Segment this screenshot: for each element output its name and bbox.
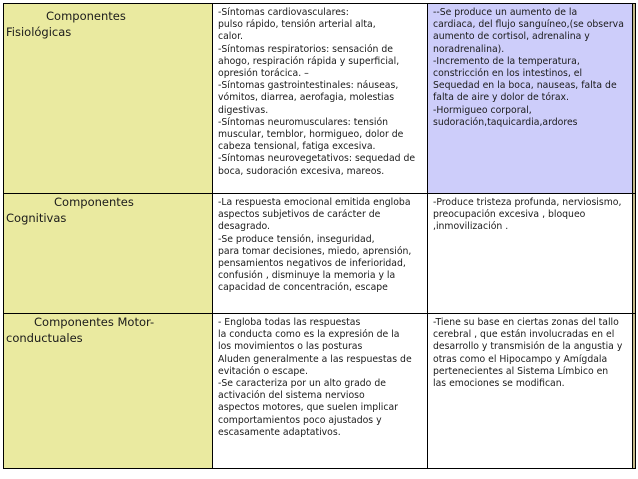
middle-cell: [213, 314, 428, 469]
table-row: [4, 4, 636, 194]
text-line: -Hormigueo corporal,: [433, 104, 532, 116]
text-line: opresión torácica. –: [218, 68, 309, 80]
right-text: [428, 314, 632, 392]
right-text: [428, 4, 632, 131]
text-line: cabeza tensional, fatiga excesiva.: [218, 141, 376, 153]
components-table: [3, 3, 636, 469]
text-line: -La respuesta emocional emitida engloba: [218, 197, 411, 208]
row-label-line1: Componentes: [54, 195, 134, 209]
text-line: capacidad de concentración, escape: [218, 282, 388, 294]
text-line: para tomar decisiones, miedo, aprensión,: [218, 245, 412, 257]
text-line: desarrollo y transmisión de la angustia y: [433, 341, 623, 353]
text-line: constricción en los intestinos, el: [433, 68, 583, 80]
right-cell: [428, 194, 633, 314]
edge-column: [633, 314, 636, 469]
label-cell: [4, 4, 213, 194]
text-line: digestivas.: [218, 104, 269, 116]
middle-text: [213, 314, 427, 441]
row-label-line2: conductuales: [6, 331, 83, 345]
label-cell: [4, 194, 213, 314]
label-cell: [4, 314, 213, 469]
text-line: desagrado.: [218, 221, 270, 233]
row-label-line2: Fisiológicas: [6, 25, 72, 39]
text-line: la conducta como es la expresión de la: [218, 329, 400, 341]
text-line: --Se produce un aumento de la: [433, 7, 578, 18]
text-line: -Síntomas neurovegetativos: sequedad de: [218, 153, 416, 165]
text-line: -Se caracteriza por un alto grado de: [218, 378, 386, 390]
text-line: - Engloba todas las respuestas: [218, 317, 361, 328]
right-text: [428, 194, 632, 236]
text-line: aspectos subjetivos de carácter de: [218, 209, 381, 221]
text-line: muscular, temblor, hormigueo, dolor de: [218, 129, 404, 141]
row-label-line1: Componentes Motor-: [34, 315, 155, 329]
text-line: noradrenalina).: [433, 43, 505, 55]
text-line: -Síntomas cardiovasculares:: [218, 7, 349, 18]
text-line: ahogo, respiración rápida y superficial,: [218, 55, 400, 67]
text-line: pulso rápido, tensión arterial alta,: [218, 19, 376, 31]
text-line: Sequedad en la boca, nauseas, falta de: [433, 80, 617, 92]
text-line: activación del sistema nervioso: [218, 390, 365, 402]
table-row: [4, 314, 636, 469]
text-line: boca, sudoración excesiva, mareos.: [218, 165, 385, 177]
text-line: aspectos motores, que suelen implicar: [218, 402, 398, 414]
row-label-line1: Componentes: [46, 9, 126, 23]
text-line: -Incremento de la temperatura,: [433, 55, 580, 67]
text-line: -Produce tristeza profunda, nerviosismo,: [433, 197, 622, 208]
text-line: -Tiene su base en ciertas zonas del tallo: [433, 317, 619, 328]
text-line: cerebral , que están involucradas en el: [433, 329, 615, 341]
text-line: pertenecientes al Sistema Límbico en: [433, 365, 609, 377]
middle-text: [213, 194, 427, 297]
text-line: los movimientos o las posturas: [218, 341, 363, 353]
text-line: calor.: [218, 31, 244, 43]
text-line: falta de aire y dolor de tórax.: [433, 92, 569, 104]
edge-column: [633, 194, 636, 314]
text-line: pensamientos negativos de inferioridad,: [218, 258, 406, 270]
text-line: -Síntomas neuromusculares: tensión: [218, 116, 389, 128]
middle-cell: [213, 4, 428, 194]
text-line: cardiaca, del flujo sanguíneo,(se observa: [433, 19, 624, 31]
middle-text: [213, 4, 427, 180]
text-line: -Síntomas gastrointestinales: náuseas,: [218, 80, 399, 92]
edge-column: [633, 4, 636, 194]
right-cell: [428, 314, 633, 469]
text-line: otras como el Hipocampo y Amígdala: [433, 353, 608, 365]
text-line: comportamientos poco ajustados y: [218, 414, 382, 426]
table-row: [4, 194, 636, 314]
text-line: Aluden generalmente a las respuestas de: [218, 353, 412, 365]
row-label-line2: Cognitivas: [6, 211, 67, 225]
text-line: las emociones se modifican.: [433, 378, 565, 390]
text-line: ,inmovilización .: [433, 221, 509, 233]
text-line: -Se produce tensión, inseguridad,: [218, 233, 375, 245]
text-line: evitación o escape.: [218, 365, 308, 377]
middle-cell: [213, 194, 428, 314]
text-line: vómitos, diarrea, aerofagia, molestias: [218, 92, 395, 104]
text-line: -Síntomas respiratorios: sensación de: [218, 43, 394, 55]
text-line: escasamente adaptativos.: [218, 426, 341, 438]
text-line: confusión , disminuye la memoria y la: [218, 270, 396, 282]
right-cell: [428, 4, 633, 194]
text-line: aumento de cortisol, adrenalina y: [433, 31, 590, 43]
text-line: preocupación excesiva , bloqueo: [433, 209, 586, 221]
text-line: sudoración,taquicardia,ardores: [433, 116, 578, 128]
